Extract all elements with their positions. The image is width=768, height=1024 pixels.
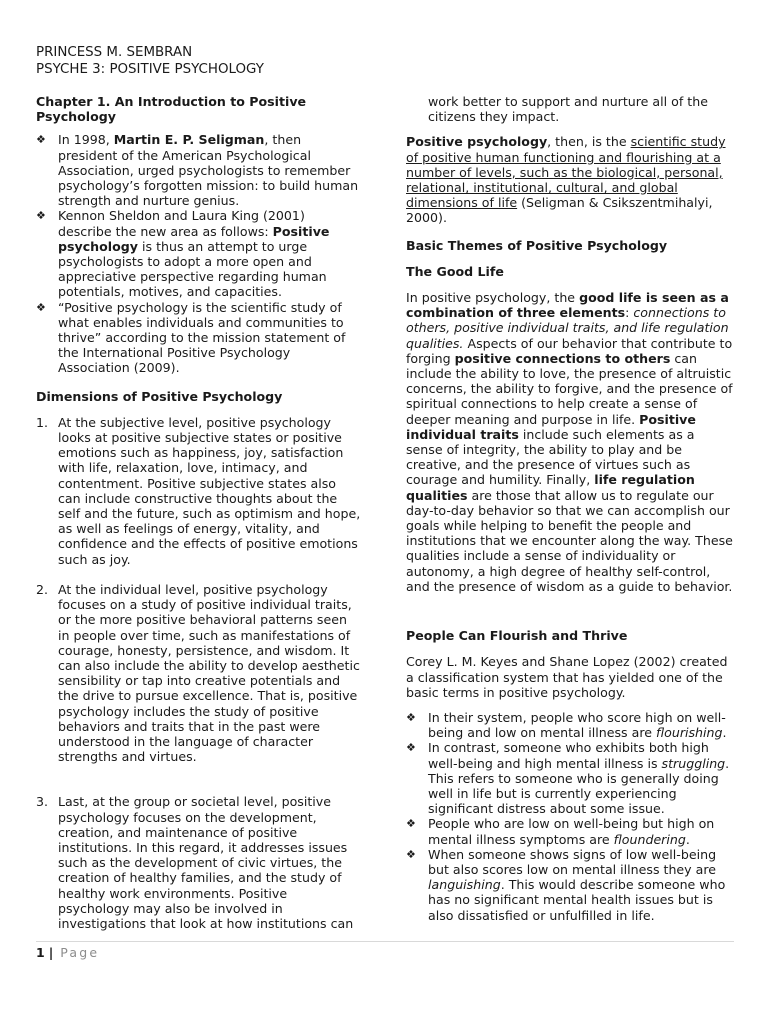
dimensions-heading: Dimensions of Positive Psychology xyxy=(36,388,283,404)
chapter-title: Chapter 1. An Introduction to Positive Psychology xyxy=(36,94,307,125)
dimensions-list xyxy=(36,415,362,931)
author-name: PRINCESS M. SEMBRAN xyxy=(36,45,193,60)
page-separator: | xyxy=(48,945,54,960)
left-column xyxy=(36,94,362,931)
diamond-bullet-icon: ❖ xyxy=(406,710,416,724)
course-title: PSYCHE 3: POSITIVE PSYCHOLOGY xyxy=(36,62,264,77)
good-life-paragraph: In positive psychology, the good life is seen as a combination of three elements: connections to others, positive individual traits, and life regulation qualities. Aspects of our behavior that contribute to forging positive connections to others can include the ability to love, the presence of altruistic concerns, the ability to forgive, and the presence of spiritual connections to help create a sense of deeper meaning and purpose in life. Positive individual traits include such elements as a sense of integrity, the ability to play and be creative, and the presence of virtues such as courage and humility. Finally, life regulation qualities are those that allow us to regulate our day-to-day behavior so that we can accomplish our goals while helping to benefit the people and institutions that we encounter along the way. These qualities include a sense of individuality or autonomy, a high degree of healthy self-control, and the presence of wisdom as a guide to behavior. xyxy=(406,290,733,594)
list-item: ❖ Kennon Sheldon and Laura King (2001) describe the new area as follows: Positive psychology is thus an attempt to urge psychologists to adopt a more open and appreciative perspective regarding human potentials, motives, and capacities. xyxy=(36,208,330,300)
diamond-bullet-icon: ❖ xyxy=(406,741,416,755)
document-header xyxy=(36,44,264,78)
continuation-text: work better to support and nurture all of the citizens they impact. xyxy=(428,94,708,125)
right-column xyxy=(406,94,734,923)
list-item: ❖ In contrast, someone who exhibits both high well-being and high mental illness is struggling. This refers to someone who is generally doing well in life but is currently experiencing significant distress about some issue. xyxy=(406,740,730,817)
intro-bullet-list xyxy=(36,132,362,375)
flourish-intro: Corey L. M. Keyes and Shane Lopez (2002) created a classification system that has yielded one of the basic terms in positive psychology. xyxy=(406,654,728,700)
diamond-bullet-icon: ❖ xyxy=(406,817,416,831)
page-label: Page xyxy=(60,945,100,960)
definition-paragraph: Positive psychology, then, is the scientific study of positive human functioning and flourishing at a number of levels, such as the biological, personal, relational, institutional, cultural, and global dimensions of life (Seligman & Csikszentmihalyi, 2000). xyxy=(406,134,726,226)
list-item: 2. At the individual level, positive psychology focuses on a study of positive individual traits, or the more positive behavioral patterns seen in people over time, such as manifestations of courage, honesty, persistence, and wisdom. It can also include the ability to develop aesthetic sensibility or tap into creative potentials and the drive to pursue excellence. That is, positive psychology includes the study of positive behaviors and traits that in the past were understood in the language of character strengths and virtues. xyxy=(36,581,360,765)
list-item: ❖ When someone shows signs of low well-being but also scores low on mental illness they are languishing. This would describe someone who has no significant mental health issues but is also dissatisfied or unfulfilled in life. xyxy=(406,846,726,923)
diamond-bullet-icon: ❖ xyxy=(36,209,46,223)
page-number: 1 xyxy=(36,945,45,960)
list-item: ❖ In 1998, Martin E. P. Seligman, then president of the American Psychological Association, urged psychologists to remember psychology’s forgotten mission: to build human strength and nurture genius. xyxy=(36,132,359,209)
themes-heading: Basic Themes of Positive Psychology xyxy=(406,237,668,253)
list-item: ❖ “Positive psychology is the scientific study of what enables individuals and communities to thrive” according to the mission statement of the International Positive Psychology Association (2009). xyxy=(36,299,346,376)
diamond-bullet-icon: ❖ xyxy=(36,133,46,147)
flourish-bullet-list xyxy=(406,710,734,923)
diamond-bullet-icon: ❖ xyxy=(406,847,416,861)
flourish-heading: People Can Flourish and Thrive xyxy=(406,628,628,644)
list-item: ❖ People who are low on well-being but high on mental illness symptoms are floundering. xyxy=(406,816,715,847)
list-item: 1. At the subjective level, positive psychology looks at positive subjective states or positive emotions such as happiness, joy, satisfaction with life, relaxation, love, intimacy, and contentment. Positive subjective states also can include constructive thoughts about the self and the future, such as optimism and hope, as well as feelings of energy, vitality, and confidence and the effects of positive emotions such as joy. xyxy=(36,414,361,567)
page-footer xyxy=(36,945,99,960)
good-life-heading: The Good Life xyxy=(406,263,504,279)
list-item: ❖ In their system, people who score high on well-being and low on mental illness are flourishing. xyxy=(406,709,727,741)
list-item: 3. Last, at the group or societal level, positive psychology focuses on the development, creation, and maintenance of positive institutions. In this regard, it addresses issues such as the development of civic virtues, the creation of healthy families, and the study of healthy work environments. Positive psychology may also be involved in investigations that look at how institutions can xyxy=(36,794,354,931)
footer-divider xyxy=(36,941,734,942)
diamond-bullet-icon: ❖ xyxy=(36,300,46,314)
